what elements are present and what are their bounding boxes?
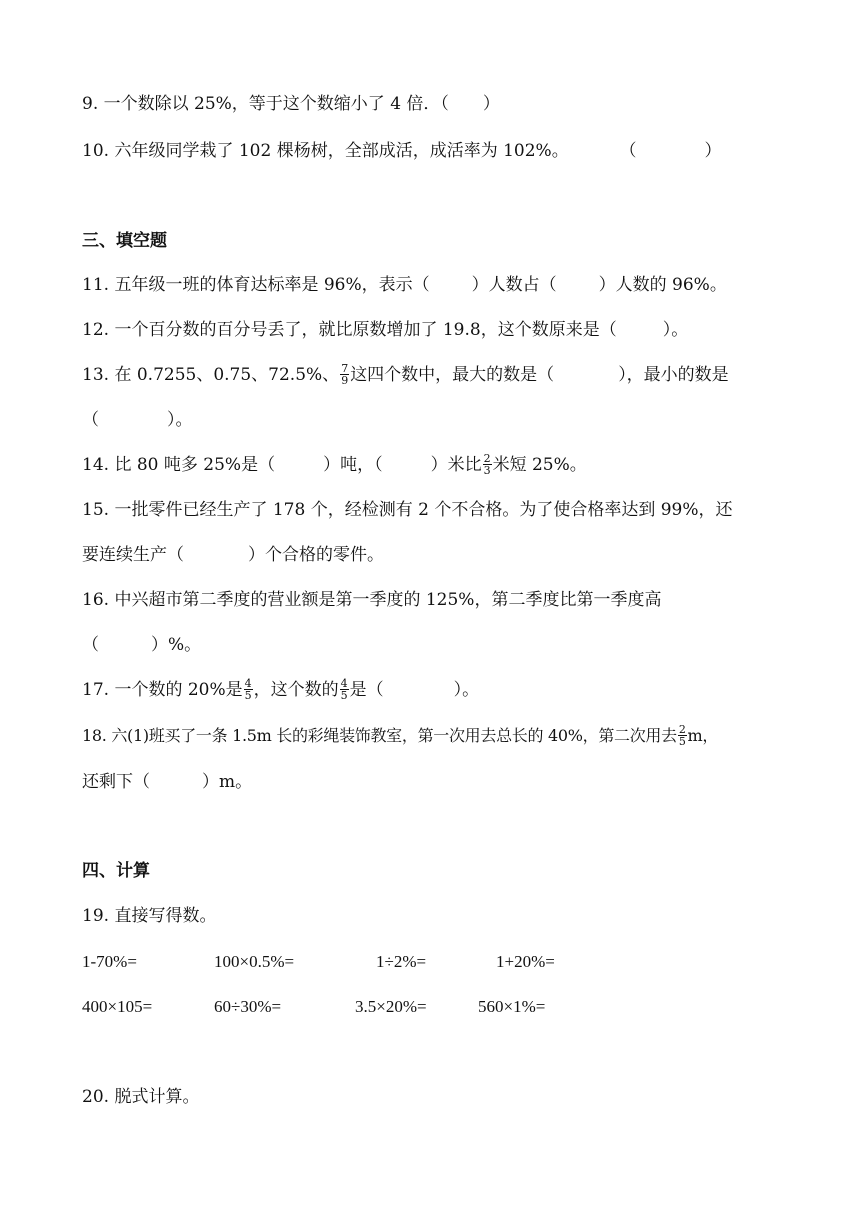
section-heading-fill-in: 三、填空题 (82, 231, 167, 251)
fraction-numerator: 4 (244, 677, 252, 690)
question-17-part: 17. 一个数的 20%是 (82, 680, 243, 700)
question-10-text: 10. 六年级同学栽了 102 棵杨树，全部成活，成活率为 102%。 (82, 141, 569, 161)
question-11-part: 11. 五年级一班的体育达标率是 96%，表示（ (82, 275, 430, 295)
question-14-part: 14. 比 80 吨多 25%是（ (82, 455, 276, 475)
fraction-denominator: 5 (244, 689, 252, 702)
question-16-part: ）%。 (151, 635, 202, 655)
fraction-numerator: 2 (483, 452, 491, 465)
question-16-text: 16. 中兴超市第二季度的营业额是第一季度的 125%，第二季度比第一季度高 (82, 590, 662, 610)
calc-item: 60÷30%= (214, 997, 282, 1016)
question-15 (82, 498, 733, 522)
question-10 (82, 139, 722, 163)
question-17-part: ）。 (453, 680, 480, 700)
question-15-continued (82, 543, 384, 567)
fraction-denominator: 3 (483, 464, 491, 477)
fraction-numerator: 2 (678, 723, 686, 736)
question-13-part: （ (82, 410, 99, 430)
calc-item: 560×1%= (478, 997, 546, 1016)
question-14-part: ）米比 (430, 455, 482, 475)
fraction (483, 453, 492, 476)
question-17-part: ，这个数的 (253, 680, 339, 700)
question-18-continued (82, 770, 252, 794)
question-19-title: 19. 直接写得数。 (82, 906, 217, 926)
question-18-part: m， (687, 726, 719, 745)
question-18-part: 还剩下（ (82, 772, 150, 792)
calc-item: 1÷2%= (376, 952, 427, 971)
question-13-continued (82, 408, 193, 432)
question-9-text: 9. 一个数除以 25%，等于这个数缩小了 4 倍．（ ） (82, 94, 500, 114)
question-11 (82, 273, 727, 297)
question-20-title: 20. 脱式计算。 (82, 1087, 200, 1107)
question-17 (82, 678, 479, 702)
question-9 (82, 92, 500, 116)
question-13-part: ）。 (167, 410, 193, 430)
calc-item: 100×0.5%= (214, 952, 295, 971)
fraction (340, 678, 349, 701)
fraction-denominator: 5 (340, 689, 348, 702)
question-13-part: 这四个数中，最大的数是（ (350, 365, 555, 385)
question-17-part: 是（ (349, 680, 384, 700)
question-16-part: （ (82, 635, 99, 655)
question-16-continued (82, 633, 201, 657)
calc-item: 400×105= (82, 997, 153, 1016)
question-11-part: ）人数占（ (471, 275, 557, 295)
question-18-part: 18. 六(1)班买了一条 1.5m 长的彩绳装饰教室，第一次用去总长的 40%，第二次用去 (82, 726, 677, 745)
answer-blank[interactable]: （ ） (619, 141, 722, 161)
question-15-text: 15. 一批零件已经生产了 178 个，经检测有 2 个不合格。为了使合格率达到 99%，还 (82, 500, 733, 520)
calc-item: 1-70%= (82, 952, 137, 971)
question-18-part: ）m。 (202, 772, 253, 792)
question-14-part: 米短 25%。 (492, 455, 587, 475)
question-12-part: ）。 (662, 320, 689, 340)
fraction (678, 724, 687, 747)
fraction (244, 678, 253, 701)
question-15-part: ）个合格的零件。 (248, 545, 384, 565)
question-14-part: ）吨，（ (323, 455, 383, 475)
calc-item: 1+20%= (496, 952, 555, 971)
fraction-denominator: 9 (341, 374, 349, 387)
question-13-part: 13. 在 0.7255、0.75、72.5%、 (82, 365, 340, 385)
question-18 (82, 724, 718, 748)
question-11-part: ）人数的 96%。 (598, 275, 727, 295)
question-13 (82, 363, 729, 387)
question-14 (82, 453, 587, 477)
question-15-part: 要连续生产（ (82, 545, 184, 565)
section-heading-calculation: 四、计算 (82, 861, 150, 881)
calc-item: 3.5×20%= (355, 997, 427, 1016)
question-13-part: ），最小的数是 (618, 365, 729, 385)
question-16 (82, 588, 661, 612)
fraction (340, 363, 349, 386)
question-12-part: 12. 一个百分数的百分号丢了，就比原数增加了 19.8，这个数原来是（ (82, 320, 617, 340)
fraction-numerator: 4 (340, 677, 348, 690)
fraction-numerator: 7 (341, 362, 349, 375)
question-12 (82, 318, 688, 342)
fraction-denominator: 5 (678, 735, 686, 748)
